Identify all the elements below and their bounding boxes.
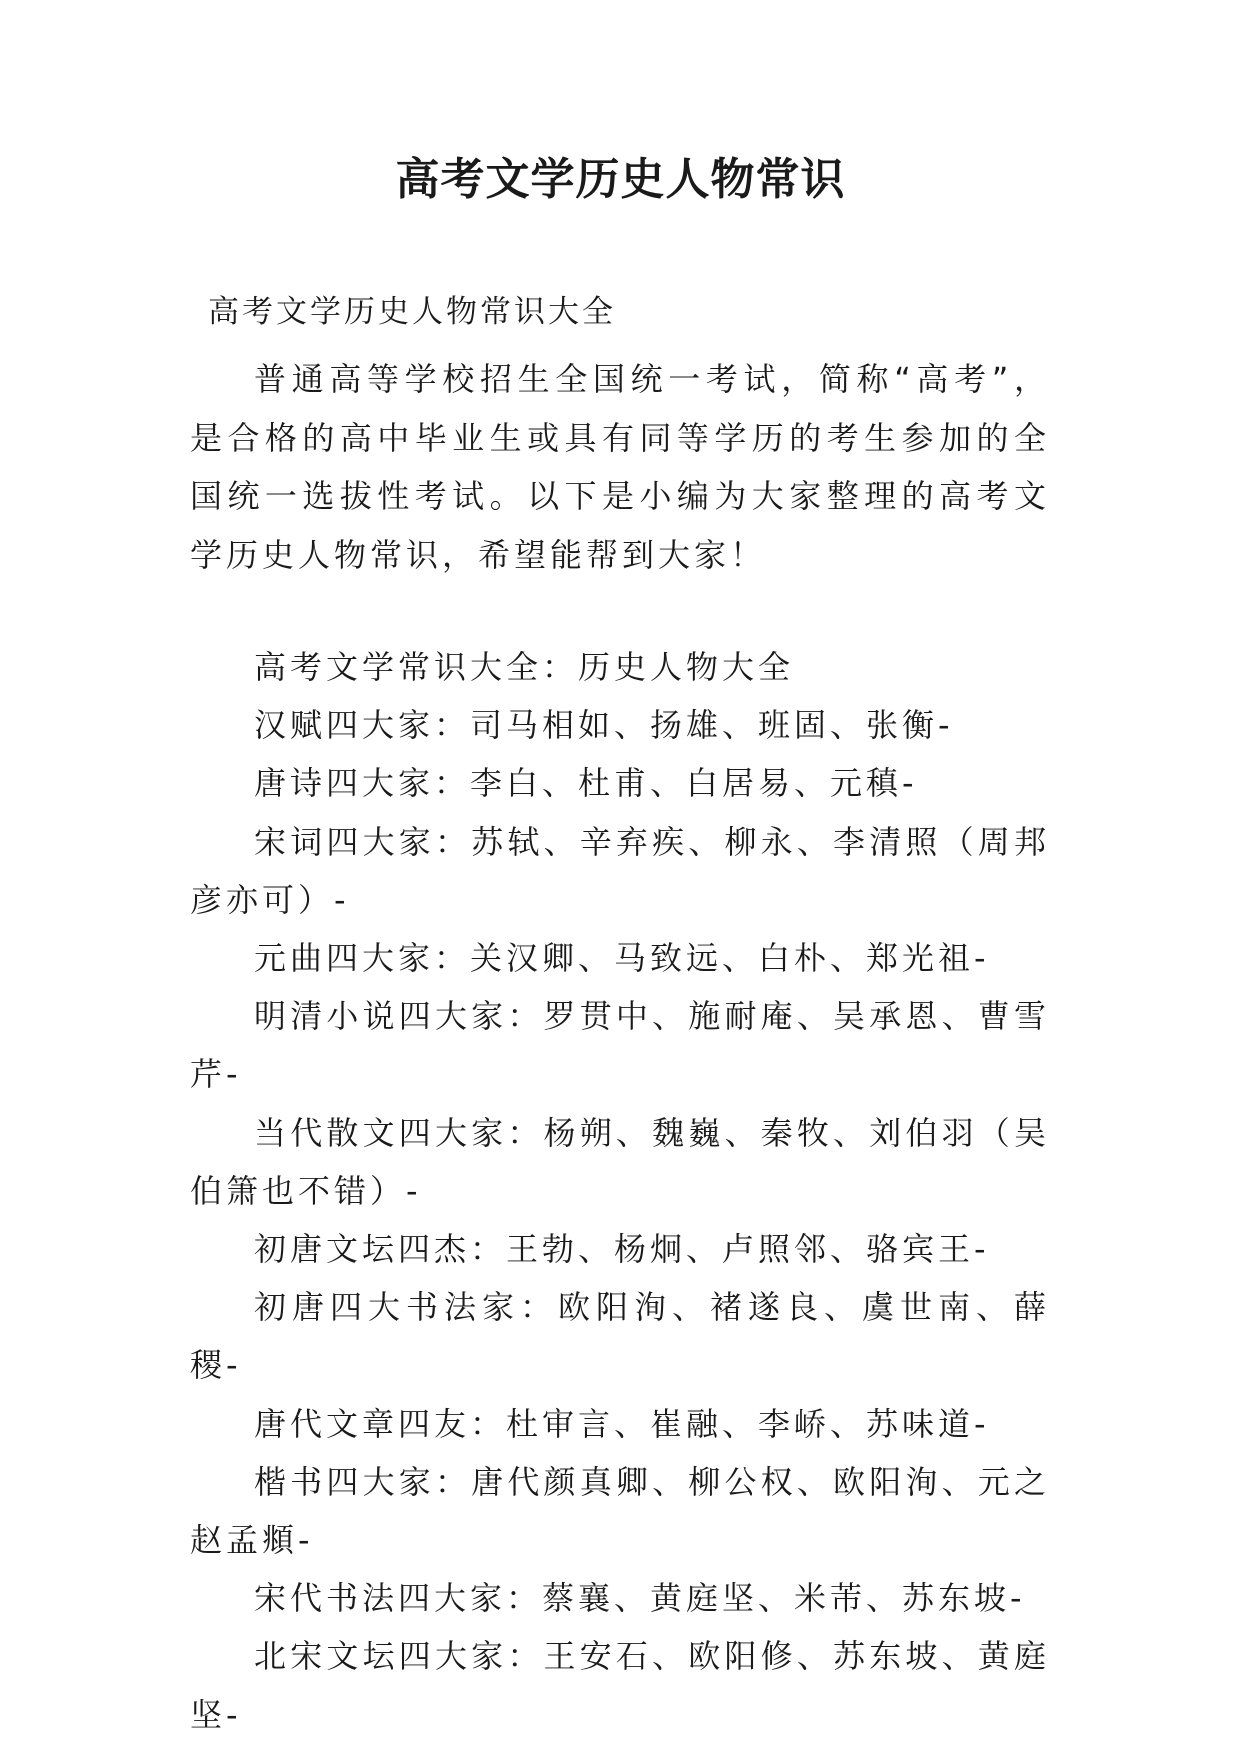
figures-list bbox=[190, 638, 1050, 1744]
list-item: 北宋文坛四大家：王安石、欧阳修、苏东坡、黄庭坚- bbox=[190, 1637, 1050, 1734]
list-item: 汉赋四大家：司马相如、扬雄、班固、张衡- bbox=[254, 706, 954, 745]
intro-paragraph: 普通高等学校招生全国统一考试，简称“高考”，是合格的高中毕业生或具有同等学历的考生参加的全国统一选拔性考试。以下是小编为大家整理的高考文学历史人物常识，希望能帮到大家！ bbox=[190, 360, 1050, 574]
document-subtitle: 高考文学历史人物常识大全 bbox=[208, 294, 616, 330]
list-item: 初唐四大书法家：欧阳洵、褚遂良、虞世南、薛稷- bbox=[190, 1288, 1050, 1385]
list-item: 当代散文四大家：杨朔、魏巍、秦牧、刘伯羽（吴伯箫也不错）- bbox=[190, 1113, 1050, 1210]
list-item: 楷书四大家：唐代颜真卿、柳公权、欧阳洵、元之赵孟頫- bbox=[190, 1462, 1050, 1560]
list-item: 唐代文章四友：杜审言、崔融、李峤、苏味道- bbox=[254, 1404, 990, 1443]
page-title: 高考文学历史人物常识 bbox=[395, 154, 846, 205]
list-item: 唐诗四大家：李白、杜甫、白居易、元稹- bbox=[254, 764, 918, 803]
intro-section bbox=[190, 350, 1050, 584]
list-item: 初唐文坛四杰：王勃、杨炯、卢照邻、骆宾王- bbox=[254, 1230, 990, 1269]
list-item: 明清小说四大家：罗贯中、施耐庵、吴承恩、曹雪芹- bbox=[190, 997, 1050, 1094]
list-item: 元曲四大家：关汉卿、马致远、白朴、郑光祖- bbox=[254, 939, 990, 978]
list-item: 宋代书法四大家：蔡襄、黄庭坚、米芾、苏东坡- bbox=[254, 1579, 1026, 1618]
list-heading: 高考文学常识大全：历史人物大全 bbox=[254, 648, 795, 686]
list-item: 宋词四大家：苏轼、辛弃疾、柳永、李清照（周邦彦亦可）- bbox=[190, 822, 1050, 919]
